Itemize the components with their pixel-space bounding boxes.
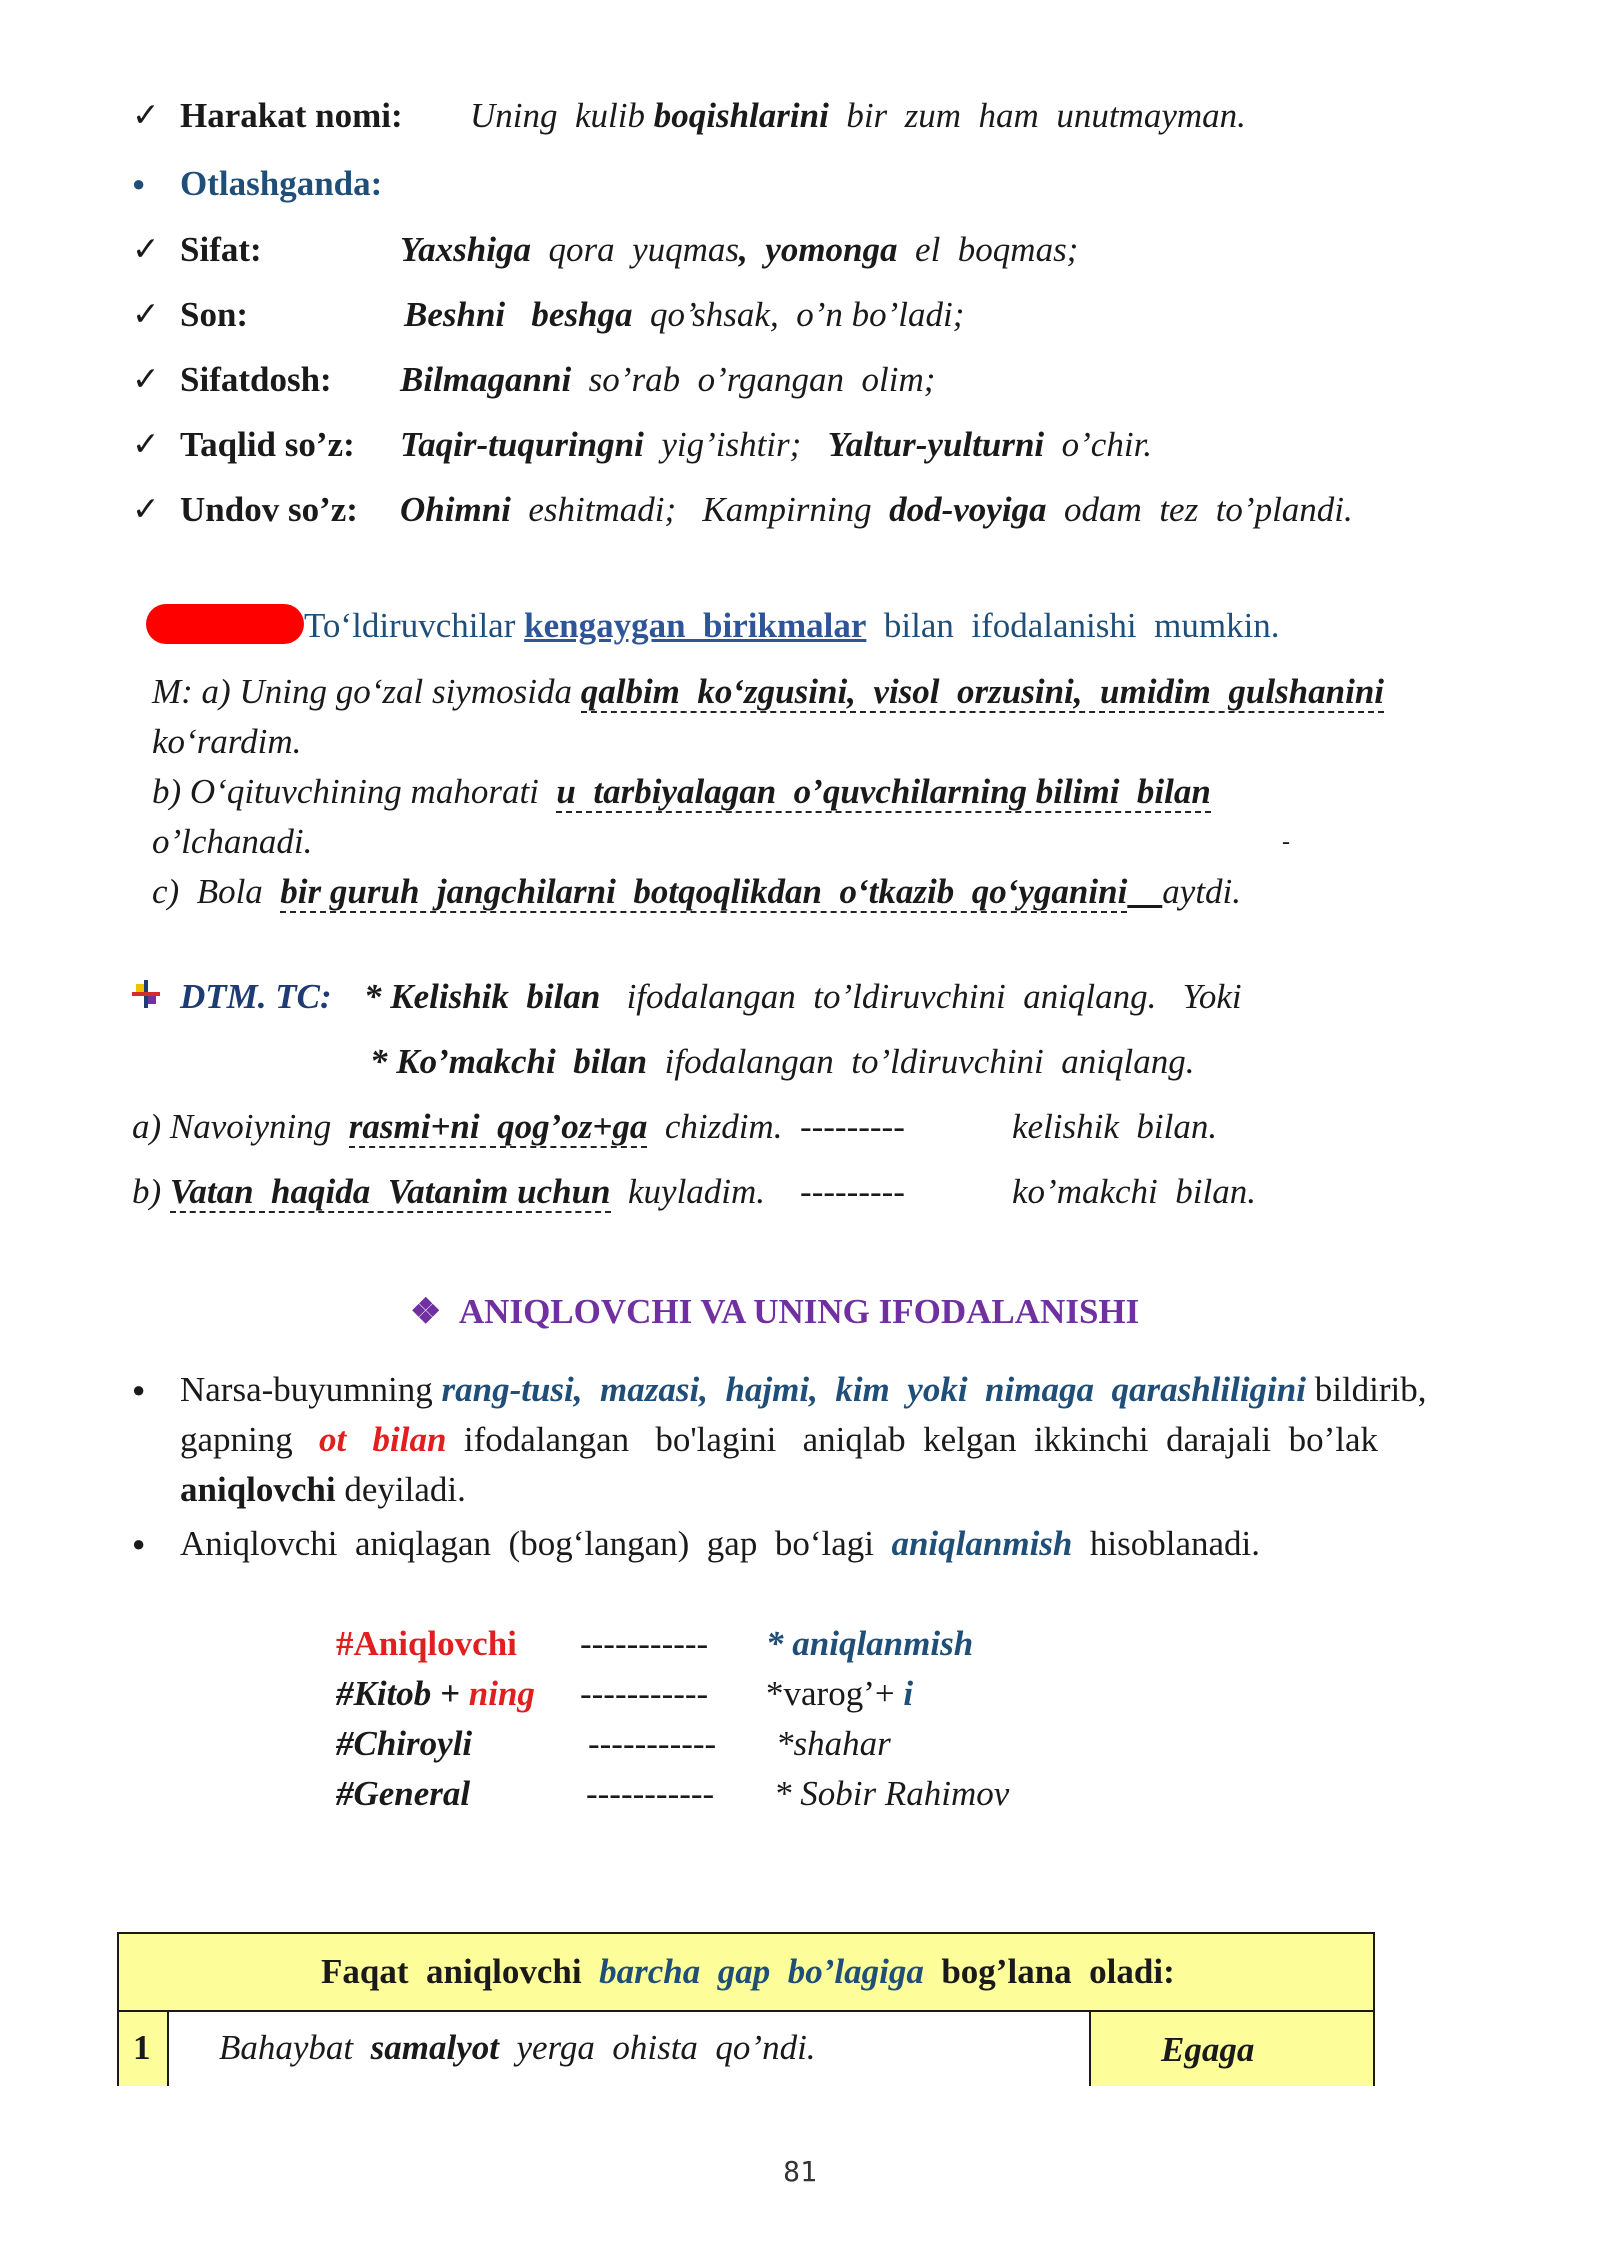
- section-title: ❖ ANIQLOVCHI VA UNING IFODALANISHI: [410, 1292, 1140, 1331]
- example-b: b) O‘qituvchining mahorati u tarbiyalagan o’quvchilarning bilimi bilan: [152, 772, 1211, 811]
- pair-left-4: #General: [336, 1774, 471, 1813]
- pair-right-4: * Sobir Rahimov: [774, 1774, 1010, 1813]
- pair-right-3: *shahar: [776, 1724, 891, 1763]
- check-line-6: Undov so’z: Ohimni eshitmadi; Kampirning dod-voyiga odam tez to’plandi.: [180, 490, 1353, 529]
- table-header: Faqat aniqlovchi barcha gap bo’lagiga bog’lana oladi:: [321, 1952, 1175, 1991]
- pair-right-2: *varog’+ i: [766, 1674, 914, 1713]
- redaction-mark: [146, 604, 304, 644]
- dtm-line-2: * Ko’makchi bilan ifodalangan to’ldiruvchini aniqlang.: [370, 1042, 1195, 1081]
- page-number: 81: [783, 2155, 817, 2188]
- definition-2: Aniqlovchi aniqlagan (bog‘langan) gap bo‘lagi aniqlanmish hisoblanadi.: [180, 1524, 1261, 1563]
- pair-dash-3: -----------: [588, 1724, 717, 1763]
- kengaygan-link: kengaygan birikmalar: [524, 606, 867, 645]
- example-a: M: a) Uning go‘zal siymosida qalbim ko‘zgusini, visol orzusini, umidim gulshanini: [152, 672, 1385, 711]
- definition-1: Narsa-buyumning rang-tusi, mazasi, hajmi, kim yoki nimaga qarashliligini bildirib,: [180, 1370, 1427, 1409]
- pin-icon: [132, 980, 160, 1008]
- check-line-3: Son: Beshni beshga qo’shsak, o’n bo’ladi;: [180, 295, 965, 334]
- example-c: c) Bola bir guruh jangchilarni botqoqlikdan o‘tkazib qo‘yganini aytdi.: [152, 872, 1242, 911]
- check-icon: ✓: [132, 362, 160, 398]
- pair-dash-2: -----------: [580, 1674, 709, 1713]
- table-row: [119, 2010, 1373, 2086]
- pair-right-1: * aniqlanmish: [766, 1624, 974, 1663]
- pair-left-2: #Kitob + ning: [336, 1674, 535, 1713]
- check-line-4: Sifatdosh: Bilmaganni so’rab o’rgangan olim;: [180, 360, 936, 399]
- otlashganda-heading: Otlashganda:: [180, 164, 383, 203]
- dtm-example-a: a) Navoiyning rasmi+ni qog’oz+ga chizdim. --------- kelishik bilan.: [132, 1107, 1218, 1146]
- check-icon: ✓: [132, 297, 160, 333]
- pair-left-1: #Aniqlovchi: [336, 1624, 517, 1663]
- example-b-dash: -: [1282, 829, 1290, 855]
- check-line-1: Harakat nomi: Uning kulib boqishlarini bir zum ham unutmayman.: [180, 96, 1246, 135]
- info-table: [117, 1932, 1375, 2086]
- pair-dash-1: -----------: [580, 1624, 709, 1663]
- dtm-line-1: DTM. TC: * Kelishik bilan ifodalangan to’ldiruvchini aniqlang. Yoki: [180, 977, 1242, 1016]
- check-icon: ✓: [132, 98, 160, 134]
- check-icon: ✓: [132, 232, 160, 268]
- definition-1-line-3: aniqlovchi deyiladi.: [180, 1470, 466, 1509]
- check-icon: ✓: [132, 427, 160, 463]
- dtm-example-b: b) Vatan haqida Vatanim uchun kuyladim. --------- ko’makchi bilan.: [132, 1172, 1256, 1211]
- diamond-icon: ❖: [410, 1292, 442, 1331]
- example-b-cont: o’lchanadi.: [152, 822, 313, 861]
- table-cell-number: 1: [119, 2012, 169, 2086]
- example-a-cont: ko‘rardim.: [152, 722, 302, 761]
- check-line-5: Taqlid so’z: Taqir-tuquringni yig’ishtir; Yaltur-yulturni o’chir.: [180, 425, 1153, 464]
- kengaygan-line: To‘ldiruvchilar kengaygan birikmalar bilan ifodalanishi mumkin.: [304, 606, 1280, 645]
- table-cell-answer: Egaga: [1091, 2012, 1373, 2086]
- table-cell-sentence: Bahaybat samalyot yerga ohista qo’ndi.: [169, 2012, 1091, 2086]
- bullet-icon: ●: [132, 1531, 146, 1556]
- definition-1-line-2: gapning ot bilan ifodalangan bo'lagini aniqlab kelgan ikkinchi darajali bo’lak: [180, 1420, 1379, 1459]
- pair-dash-4: -----------: [586, 1774, 715, 1813]
- check-line-2: Sifat: Yaxshiga qora yuqmas, yomonga el boqmas;: [180, 230, 1079, 269]
- check-icon: ✓: [132, 492, 160, 528]
- bullet-icon: ●: [132, 171, 146, 196]
- pair-left-3: #Chiroyli: [336, 1724, 473, 1763]
- bullet-icon: ●: [132, 1377, 146, 1402]
